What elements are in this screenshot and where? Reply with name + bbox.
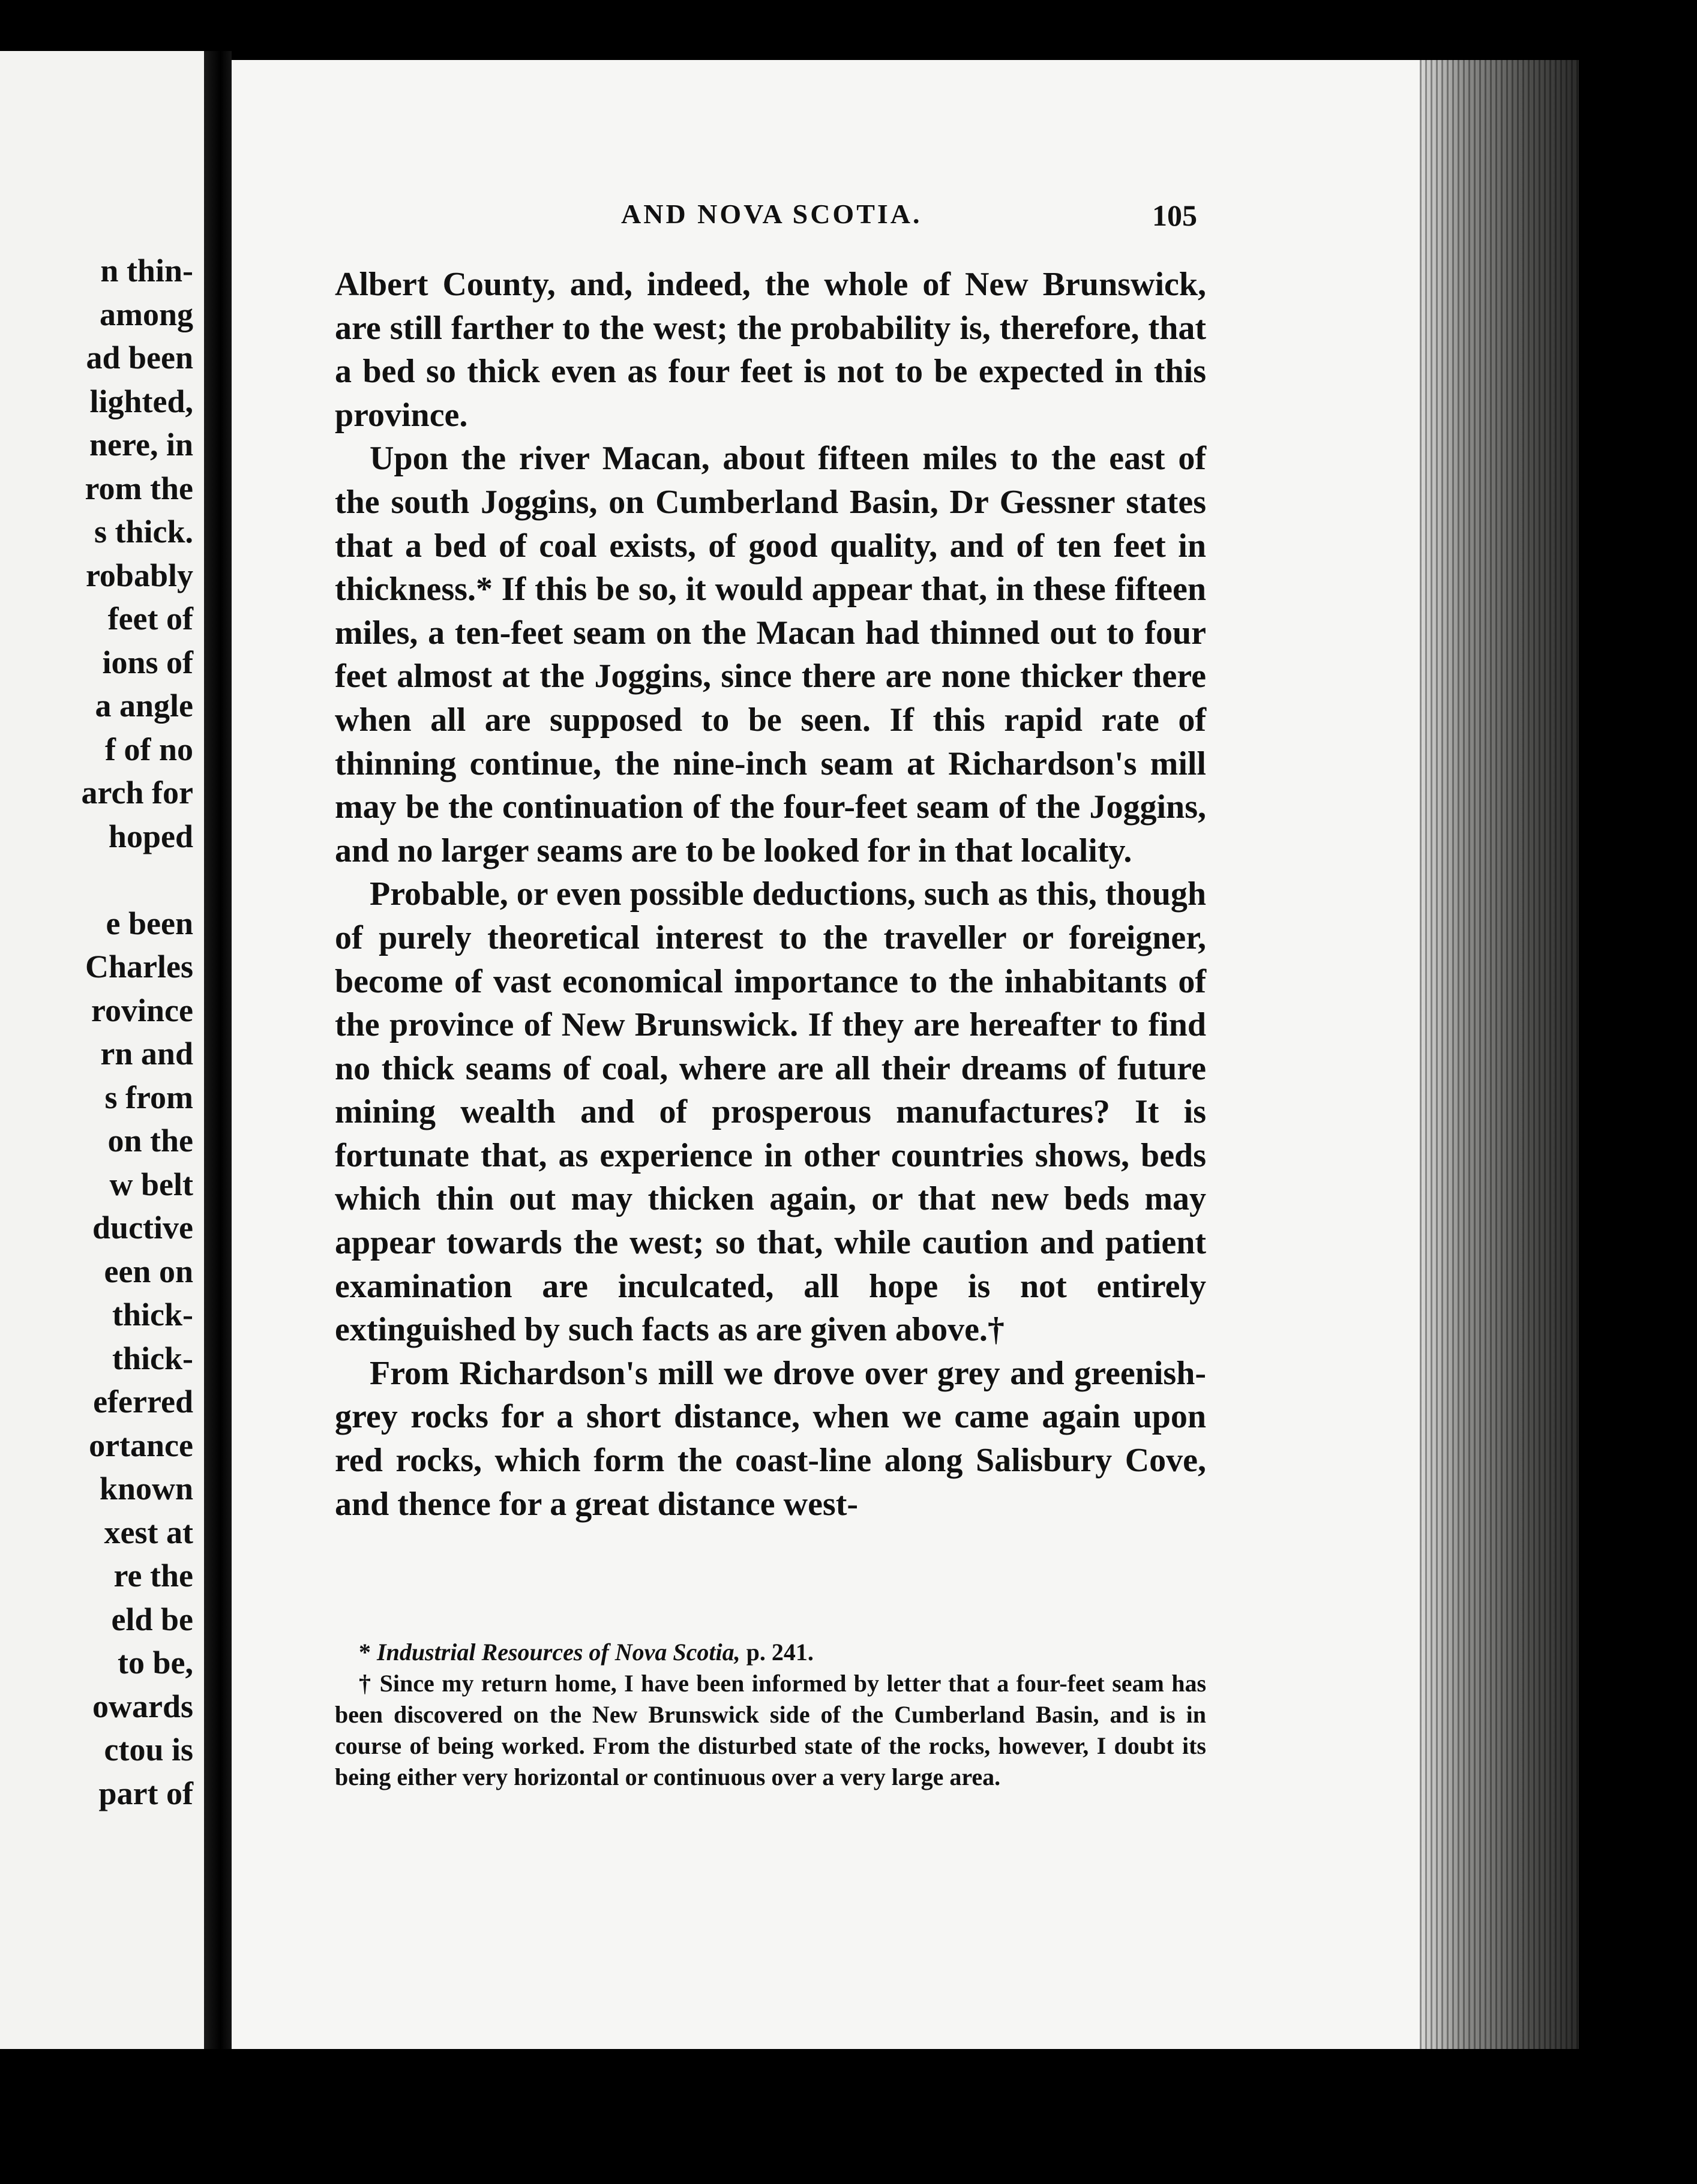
left-page-line: among bbox=[99, 296, 193, 332]
left-page-line: owards bbox=[92, 1688, 193, 1724]
left-page-line: rn and bbox=[100, 1036, 193, 1072]
footnote-mark: * bbox=[359, 1639, 371, 1666]
left-page-line: thick- bbox=[112, 1340, 193, 1376]
footnote-source: Industrial Resources of Nova Scotia, bbox=[377, 1639, 740, 1666]
left-page-line: robably bbox=[85, 557, 193, 593]
left-page-line: a angle bbox=[95, 688, 193, 724]
left-page-text bbox=[82, 249, 193, 1815]
left-page-line: nere, in bbox=[89, 427, 193, 463]
footnote-text: Since my return home, I have been informed by letter that a four-feet seam has been discovered on the New Brunswick side of the Cumberland Basin, and is in course of being worked. From the disturbed state of the rocks, however, I doubt its being either very horizontal or continuous over a very large area. bbox=[335, 1670, 1207, 1790]
paragraph: Upon the river Macan, about fifteen miles to the east of the south Joggins, on Cumberland Basin, Dr Gessner states that a bed of coal exists, of good quality, and of ten feet in thickness.* If this be so, it would appear that, in these fifteen miles, a ten-feet seam on the Macan had thinned out to four feet almost at the Joggins, since there are none thicker there when all are supposed to be seen. If this rapid rate of thinning continue, the nine-inch seam at Richardson's mill may be the continuation of the four-feet seam of the Joggins, and no larger seams are to be looked for in that locality. bbox=[335, 440, 1206, 869]
body-text bbox=[335, 263, 1206, 1526]
left-page-line: ions of bbox=[102, 644, 193, 680]
left-page-line: ctou is bbox=[104, 1732, 193, 1768]
running-head bbox=[0, 198, 1697, 240]
page-number: 105 bbox=[1152, 199, 1197, 232]
left-page-line: s thick. bbox=[94, 514, 193, 550]
left-page-line: on the bbox=[107, 1123, 193, 1159]
left-page-line: rom the bbox=[85, 470, 193, 506]
footnote-mark: † bbox=[359, 1670, 373, 1697]
left-page-line: xest at bbox=[104, 1514, 193, 1550]
left-page-line: een on bbox=[104, 1253, 193, 1289]
paragraph: Albert County, and, indeed, the whole of New Brunswick, are still farther to the west; the probability is, therefore, that a bed so thick even as four feet is not to be expected in this province. bbox=[335, 266, 1206, 434]
left-page-line: ductive bbox=[92, 1210, 193, 1246]
footnote bbox=[335, 1668, 1206, 1793]
left-page-line: ad been bbox=[86, 340, 193, 376]
footnote bbox=[335, 1637, 1206, 1668]
left-page-line bbox=[82, 858, 193, 902]
footnote-text: p. 241. bbox=[740, 1639, 814, 1666]
footnotes bbox=[335, 1637, 1206, 1793]
left-page-line: eld be bbox=[111, 1601, 193, 1637]
left-page-line: n thin- bbox=[100, 253, 193, 289]
left-page-line: e been bbox=[106, 905, 193, 941]
running-title: AND NOVA SCOTIA. bbox=[621, 199, 922, 229]
left-page-line: to be, bbox=[118, 1645, 193, 1681]
left-page-line: arch for bbox=[81, 775, 193, 811]
left-page-line: Charles bbox=[85, 949, 193, 985]
page-edge bbox=[1420, 60, 1579, 2049]
left-page-line: rovince bbox=[91, 992, 193, 1028]
left-page-line: re the bbox=[113, 1558, 193, 1594]
left-page-line: feet of bbox=[107, 601, 193, 637]
left-page-line: eferred bbox=[93, 1384, 193, 1420]
left-page-line: w belt bbox=[109, 1166, 193, 1202]
left-page-line: part of bbox=[98, 1775, 193, 1811]
left-page-line: lighted, bbox=[89, 383, 193, 419]
left-page-line: f of no bbox=[105, 731, 193, 767]
left-page-line: thick- bbox=[112, 1297, 193, 1333]
left-page-line: ortance bbox=[89, 1427, 193, 1463]
left-page-line: known bbox=[99, 1471, 193, 1507]
paragraph: Probable, or even possible deductions, such as this, though of purely theoretical interest to the traveller or foreigner, become of vast economical importance to the inhabitants of the province of New Brunswick. If they are hereafter to find no thick seams of coal, where are all their dreams of future mining wealth and of prosperous manufactures? It is fortunate that, as experience in other countries shows, beds which thin out may thicken again, or that new beds may appear towards the west; so that, while caution and patient examination are inculcated, all hope is not entirely extinguished by such facts as are given above.† bbox=[335, 875, 1206, 1349]
left-page bbox=[0, 51, 204, 2049]
paragraph: From Richardson's mill we drove over grey and greenish-grey rocks for a short distance, when we came again upon red rocks, which form the coast-line along Salisbury Cove, and thence for a great distance west- bbox=[335, 1354, 1206, 1523]
book-gutter bbox=[204, 51, 232, 2049]
left-page-line: s from bbox=[104, 1079, 193, 1115]
left-page-line: hoped bbox=[108, 818, 193, 854]
